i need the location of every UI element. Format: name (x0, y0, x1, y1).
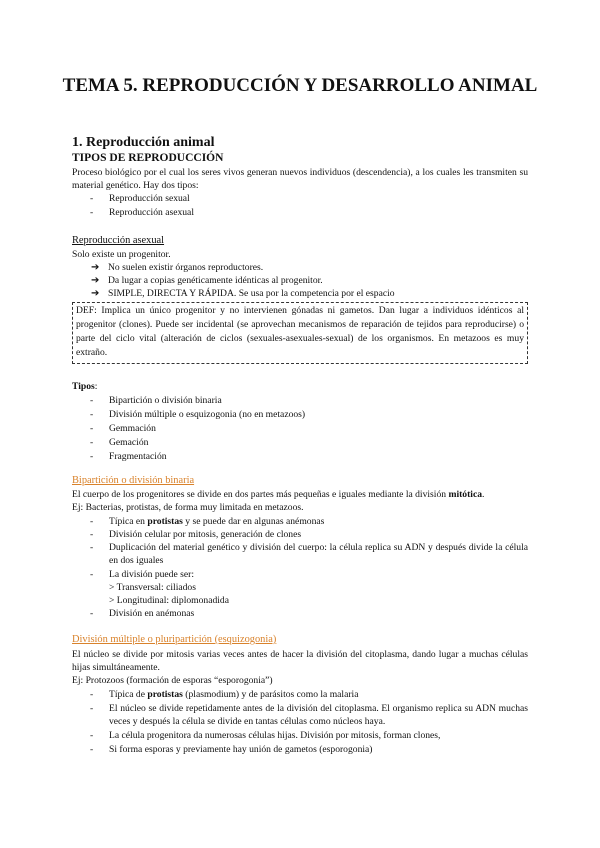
intro-paragraph: Proceso biológico por el cual los seres vivos generan nuevos individuos (descendencia), a los cuales les transmiten su material genético. Hay dos tipos: (72, 167, 528, 191)
list-bullet: - (90, 689, 94, 700)
list-bullet: - (90, 409, 94, 420)
list-bullet: - (90, 207, 94, 218)
biparticion-heading: Bipartición o división binaria (72, 475, 195, 486)
text-span: . (482, 489, 485, 500)
asexual-lead: Solo existe un progenitor. (72, 249, 171, 260)
list-bullet: - (90, 703, 94, 714)
list-item: La división puede ser: (109, 569, 194, 580)
list-bullet: - (90, 451, 94, 462)
text-span: Típica en (109, 516, 148, 527)
list-item: Si forma esporas y previamente hay unión de gametos (esporogonia) (109, 744, 373, 755)
list-bullet: - (90, 437, 94, 448)
list-item: División celular por mitosis, generación de clones (109, 529, 302, 540)
biparticion-paragraph (72, 488, 528, 501)
text-span: Típica de (109, 689, 148, 700)
list-item: Bipartición o división binaria (109, 395, 222, 406)
asexual-heading: Reproducción asexual (72, 235, 165, 246)
section-heading: 1. Reproducción animal (72, 135, 215, 150)
list-item (109, 688, 358, 701)
list-item: No suelen existir órganos reproductores. (108, 262, 264, 273)
list-item (109, 515, 324, 528)
list-item: Duplicación del material genético y división del cuerpo: la célula replica su ADN y después divide la célula en dos iguales (109, 542, 528, 566)
list-item: Reproducción asexual (109, 207, 194, 218)
page-title: TEMA 5. REPRODUCCIÓN Y DESARROLLO ANIMAL (62, 75, 538, 96)
arrow-icon: ➔ (91, 275, 100, 286)
text-bold: protistas (147, 689, 183, 700)
list-bullet: - (90, 529, 94, 540)
list-item: La célula progenitora da numerosas células hijas. División por mitosis, forman clones, (109, 730, 441, 741)
text-span: (plasmodium) y de parásitos como la malaria (182, 689, 359, 700)
tipos-label-bold: Tipos (72, 381, 95, 392)
list-bullet: - (90, 569, 94, 580)
tipos-colon: : (94, 381, 98, 392)
text-span: El cuerpo de los progenitores se divide en dos partes más pequeñas e iguales mediante la división (72, 489, 449, 500)
list-item: Da lugar a copias genéticamente idénticas al progenitor. (108, 275, 323, 286)
list-item: Fragmentación (109, 451, 167, 462)
list-item: Reproducción sexual (109, 193, 190, 204)
list-bullet: - (90, 516, 94, 527)
tipos-label (72, 380, 528, 393)
list-bullet: - (90, 395, 94, 406)
list-item: El núcleo se divide repetidamente antes de la división del citoplasma. El organismo replica su ADN muchas veces y después la célula se divide en tantas células como núcleos haya. (109, 703, 528, 727)
arrow-icon: ➔ (91, 262, 100, 273)
text-span: y se puede dar en algunas anémonas (182, 516, 325, 527)
list-subitem: > Longitudinal: diplomonadida (109, 595, 229, 606)
subsection-heading: TIPOS DE REPRODUCCIÓN (72, 152, 224, 164)
list-bullet: - (90, 608, 94, 619)
list-bullet: - (90, 542, 94, 553)
definition-text: DEF: Implica un único progenitor y no intervienen gónadas ni gametos. Dan lugar a individuos idénticos al progenitor (clones). Puede ser incidental (se aprovechan mecanismos de reparación de tejidos para reproducirse) o parte del ciclo vital (alteración de ciclos (sexuales-asexuales-sexual) de los organismos. En metazoos es muy extraño. (76, 305, 524, 358)
list-item: División múltiple o esquizogonia (no en metazoos) (109, 409, 306, 420)
text-bold: protistas (147, 516, 183, 527)
arrow-icon: ➔ (91, 288, 100, 299)
biparticion-example: Ej: Bacterias, protistas, de forma muy limitada en metazoos. (72, 502, 304, 513)
list-item: SIMPLE, DIRECTA Y RÁPIDA. Se usa por la competencia por el espacio (108, 288, 395, 299)
list-bullet: - (90, 193, 94, 204)
text-bold: mitótica (448, 489, 483, 500)
list-item: División en anémonas (109, 608, 195, 619)
list-bullet: - (90, 744, 94, 755)
list-subitem: > Transversal: ciliados (109, 582, 196, 593)
multiple-example: Ej: Protozoos (formación de esporas “esporogonia”) (72, 675, 273, 686)
list-bullet: - (90, 730, 94, 741)
list-item: Gemmación (109, 423, 156, 434)
list-bullet: - (90, 423, 94, 434)
multiple-paragraph: El núcleo se divide por mitosis varias veces antes de hacer la división del citoplasma, dando lugar a muchas células hijas simultáneamente. (72, 649, 528, 673)
list-item: Gemación (109, 437, 149, 448)
multiple-heading: División múltiple o pluripartición (esquizogonia) (72, 634, 277, 645)
